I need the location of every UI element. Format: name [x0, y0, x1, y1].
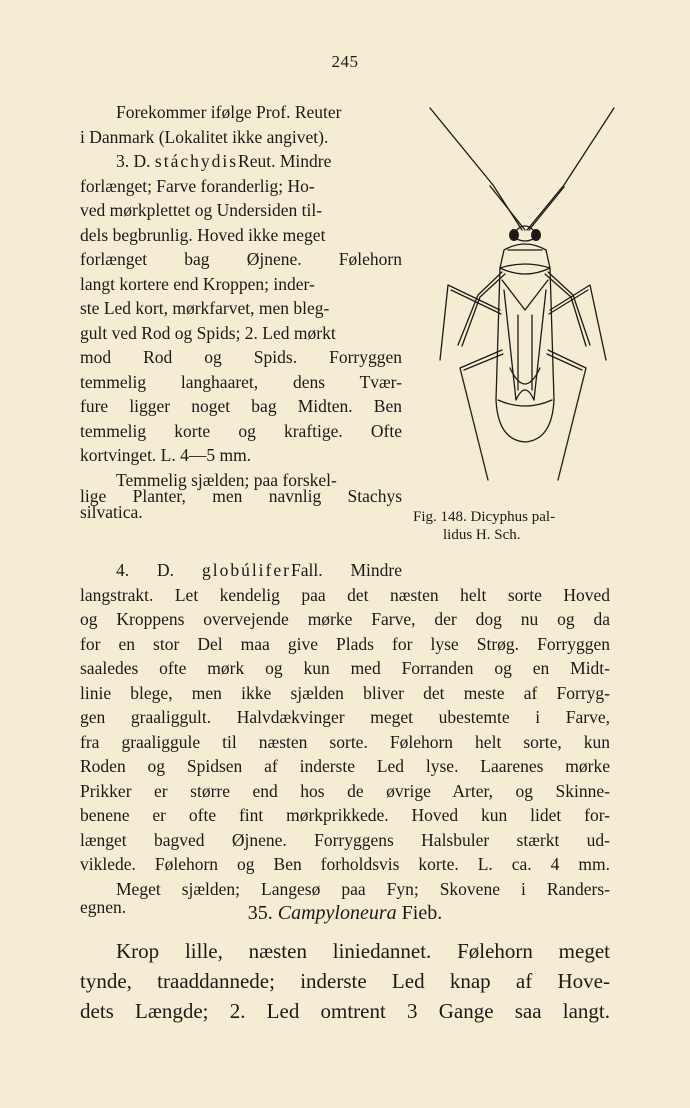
text-line: forlænget; Farve foranderlig; Ho-: [80, 175, 315, 196]
figure-caption: [413, 508, 613, 544]
text-line: saaledes ofte mørk og kun med Forranden og en Midt-: [80, 658, 610, 678]
species-name: stáchydis: [154, 151, 239, 171]
species-author: Fall.: [290, 560, 323, 580]
text-line: mod Rod og Spids. Forryggen: [80, 347, 402, 367]
genus-author: Fieb.: [401, 902, 443, 924]
insect-illustration: [418, 100, 628, 500]
species-number: 4. D.: [116, 560, 175, 580]
habitat-line: lige Planter, men navnlig Stachys: [80, 485, 402, 506]
text-line: gult ved Rod og Spids; 2. Led mørkt: [80, 322, 336, 343]
text-line: ved mørkplettet og Undersiden til-: [80, 200, 323, 220]
caption-line: lidus H. Sch.: [443, 527, 521, 543]
text-line: for en stor Del maa give Plads for lyse Strøg. Forryggen: [80, 633, 610, 654]
text-line: fure ligger noget bag Midten. Ben: [80, 396, 402, 416]
habitat-line: Meget sjælden; Langesø paa Fyn; Skovene i Randers-: [116, 878, 610, 899]
text-line: viklede. Følehorn og Ben forholdsvis korte. L. ca. 4 mm.: [80, 854, 610, 874]
species-number: 3. D.: [116, 151, 151, 171]
text-line: og Kroppens overvejende mørke Farve, der dog nu og da: [80, 609, 610, 629]
species-name: globúlifer: [201, 560, 291, 580]
text-line: gen graaliggult. Halvdækvinger meget ubestemte i Farve,: [80, 707, 610, 727]
species-4-heading: [80, 558, 402, 583]
text-line: dels begbrunlig. Hoved ikke meget: [80, 224, 326, 245]
text-line: benene er ofte fint mørkprikkede. Hoved kun lidet for-: [80, 805, 610, 825]
text-line: Krop lille, næsten liniedannet. Følehorn meget: [116, 939, 610, 963]
text-line: forlænget bag Øjnene. Følehorn: [80, 249, 402, 269]
habitat-line: Temmelig sjælden; paa forskel-: [116, 469, 337, 490]
text-line: tynde, traaddannede; inderste Led knap af Hove-: [80, 969, 610, 993]
page-number: 245: [331, 52, 359, 71]
main-text-block: [80, 558, 610, 916]
genus-number: 35.: [247, 902, 273, 924]
habitat-line: silvatica.: [80, 501, 143, 522]
text-line: temmelig korte og kraftige. Ofte: [80, 420, 402, 441]
genus-heading: [0, 902, 690, 925]
text-line: dets Længde; 2. Led omtrent 3 Gange saa langt.: [80, 999, 610, 1023]
genus-name: Campyloneura: [277, 902, 397, 924]
text-line: langt kortere end Kroppen; inder-: [80, 273, 315, 294]
text-line: linie blege, men ikke sjælden bliver det meste af Forryg-: [80, 682, 610, 703]
caption-line: Fig. 148. Dicyphus pal-: [413, 509, 556, 525]
dicyphus-figure-svg: [418, 100, 628, 500]
text-line: længet bagved Øjnene. Forryggens Halsbuler stærkt ud-: [80, 829, 610, 850]
text-line: langstrakt. Let kendelig paa det næsten helt sorte Hoved: [80, 584, 610, 605]
species-author: Reut.: [238, 151, 276, 171]
text-fragment: Mindre: [279, 151, 332, 171]
text-line: Prikker er større end hos de øvrige Arter, og Skinne-: [80, 780, 610, 801]
text-line: kortvinget. L. 4—5 mm.: [80, 445, 252, 465]
text-line: Forekommer ifølge Prof. Reuter: [116, 102, 342, 122]
text-line: Roden og Spidsen af inderste Led lyse. Laarenes mørke: [80, 756, 610, 776]
text-fragment: Mindre: [350, 560, 403, 580]
species-3-heading: [80, 149, 402, 174]
text-line: fra graaliggule til næsten sorte. Følehorn helt sorte, kun: [80, 731, 610, 752]
text-line: temmelig langhaaret, dens Tvær-: [80, 371, 402, 392]
genus-description: [80, 936, 610, 1026]
habitat-line: egnen.: [80, 896, 127, 917]
text-line: i Danmark (Lokalitet ikke angivet).: [80, 126, 329, 147]
text-line: ste Led kort, mørkfarvet, men bleg-: [80, 298, 330, 318]
left-text-column: [80, 100, 402, 520]
